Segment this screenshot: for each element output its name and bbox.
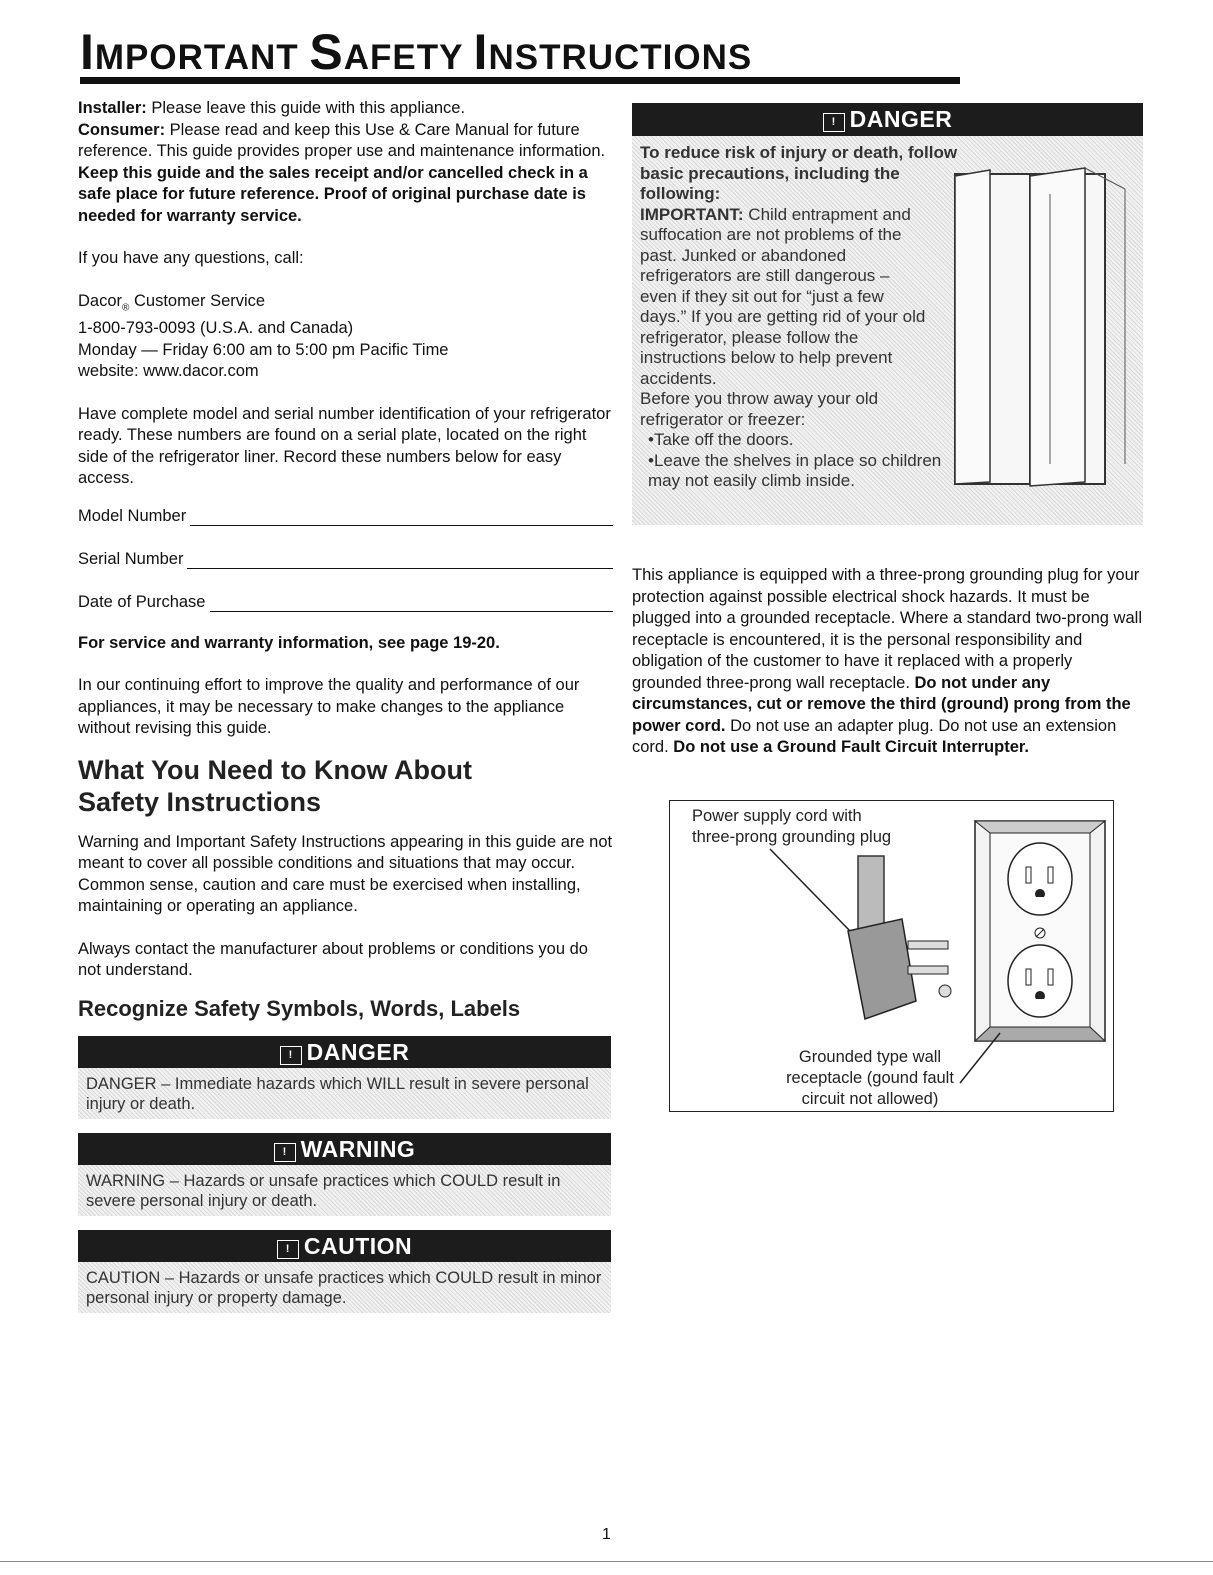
model-number-label: Model Number [78,506,187,525]
footer-rule [0,1561,1213,1562]
service-hours: Monday — Friday 6:00 am to 5:00 pm Pacific Time [78,340,449,359]
refrigerator-danger-box: ! DANGER To reduce risk of injury or death, follow basic precautions, including the following: IMPORTANT: Child entrapment and suffocation are not problems of the past. Junked or abandoned refrigerators are still dangerous – even if they sit out for “just a few days.” If you are getting rid of your old refrigerator, please follow the instructions below to help prevent accidents. Before you throw away your old refrigerator or freezer: •Take off the doors. •Leave the shelves in place so children may not easily climb inside. [632,103,1143,525]
warning-triangle-icon: ! [277,1240,299,1259]
symbols-heading: Recognize Safety Symbols, Words, Labels [78,995,521,1021]
refrigerator-illustration [935,164,1135,494]
installer-note: Installer: Please leave this guide with this appliance. [78,99,466,117]
know-para-1: Warning and Important Safety Instructions appearing in this guide are not meant to cover all possible conditions and situations that may occur. Common sense, caution and care must be exercised when installing, maintaining or operating an appliance. [78,832,613,916]
grounding-plug-figure [669,800,1114,1112]
danger-symbol-box: ! DANGER DANGER – Immediate hazards which WILL result in severe personal injury or death. [78,1036,611,1119]
model-number-field[interactable] [78,504,613,526]
cord-label: Power supply cord with three-prong grounding plug [692,807,892,846]
right-column [632,103,1142,759]
warning-symbol-box: ! WARNING WARNING – Hazards or unsafe practices which COULD result in severe personal injury or death. [78,1133,611,1216]
danger-before: Before you throw away your old refrigerator or freezer: [640,389,879,429]
consumer-note: Consumer: Please read and keep this Use & Care Manual for future reference. This guide provides proper use and maintenance information. Keep this guide and the sales receipt and/or cancelled check in a safe place for future reference. Proof of original purchase date is needed for warranty service. [78,120,606,225]
danger-important: IMPORTANT: Child entrapment and suffocation are not problems of the past. Junked or abandoned refrigerators are still dangerous – even if they sit out for “just a few days.” If you are getting rid of your old refrigerator, please follow the instructions below to help prevent accidents. [640,204,926,388]
service-website: website: www.dacor.com [78,362,259,381]
danger-bullet-1: •Take off the doors. [648,430,794,449]
know-heading: What You Need to Know About Safety Instructions [78,754,472,817]
service-phone: 1-800-793-0093 (U.S.A. and Canada) [78,319,354,338]
purchase-date-field[interactable] [78,590,613,612]
warning-triangle-icon: ! [280,1046,302,1065]
purchase-date-label: Date of Purchase [78,592,206,611]
receptacle-label: Grounded type wall receptacle (gound fault circuit not allowed) [786,1048,954,1108]
service-name: Dacor$_®$ Customer Service [78,291,266,313]
warning-triangle-icon: ! [823,113,845,132]
continuing-effort: In our continuing effort to improve the quality and performance of our appliances, it may be necessary to make changes to the appliance without revising this guide. [78,676,580,738]
grounding-text: This appliance is equipped with a three-prong grounding plug for your protection against possible electrical shock hazards. It must be plugged into a grounded receptacle. Where a standard two-prong wall receptacle is encountered, it is the personal responsibility and obligation of the customer to have it replaced with a properly grounded three-prong wall receptacle. Do not under any circumstances, cut or remove the third (ground) prong from the power cord. Do not use an adapter plug. Do not use an extension cord. Do not use a Ground Fault Circuit Interrupter. [632,566,1142,756]
danger-bullet-2: •Leave the shelves in place so children may not easily climb inside. [648,450,942,490]
service-info: For service and warranty information, see page 19-20. [78,633,500,652]
model-instructions: Have complete model and serial number identification of your refrigerator ready. These numbers are found on a serial plate, located on the right side of the refrigerator liner. Record these numbers below for easy access. [78,404,611,488]
warning-triangle-icon: ! [274,1143,296,1162]
page-number: 1 [602,1526,611,1543]
know-para-2: Always contact the manufacturer about problems or conditions you do not understand. [78,939,588,980]
questions-text: If you have any questions, call: [78,249,304,267]
page-title: IMPORTANT SAFETY INSTRUCTIONS [80,26,960,84]
left-column [78,98,613,1327]
danger-lead: To reduce risk of injury or death, follow basic precautions, including the following: [640,143,958,203]
caution-symbol-box: ! CAUTION CAUTION – Hazards or unsafe practices which COULD result in minor personal injury or property damage. [78,1230,611,1313]
serial-number-field[interactable] [78,547,613,569]
serial-number-label: Serial Number [78,549,184,568]
